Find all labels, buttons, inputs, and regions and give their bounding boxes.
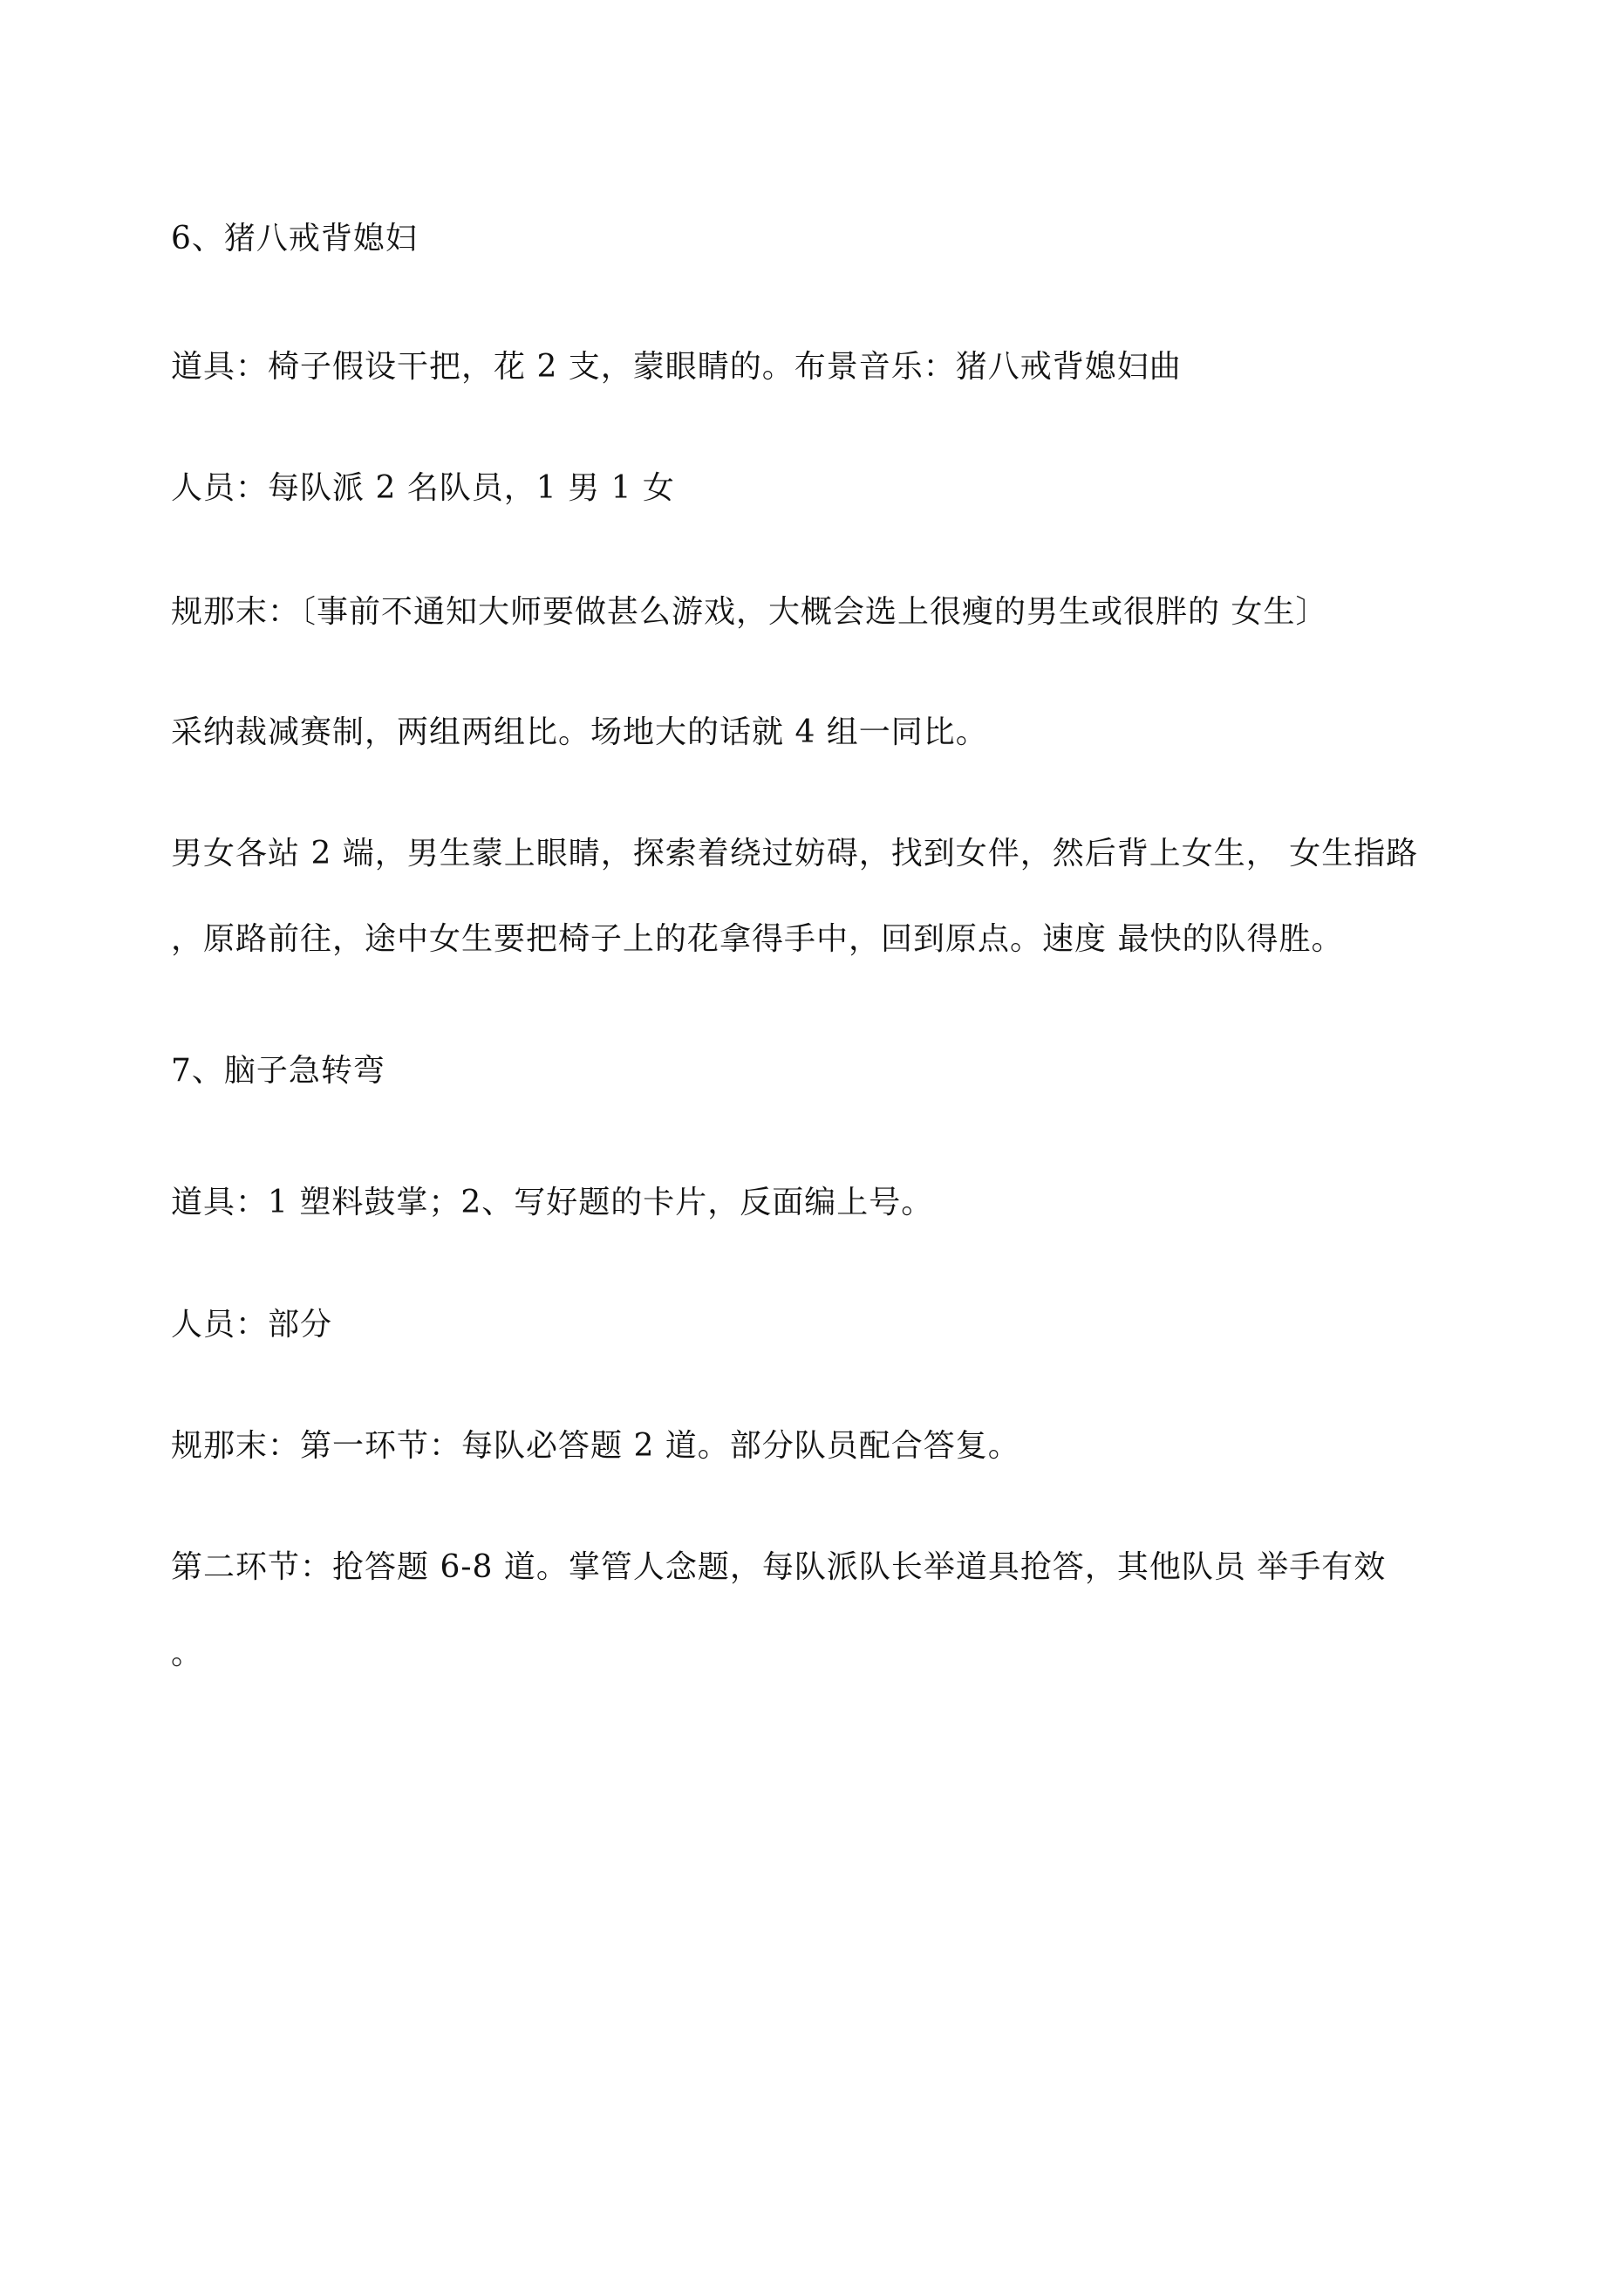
props-line: 道具：椅子假设干把，花 2 支，蒙眼睛的。布景音乐：猪八戒背媳妇曲 [171,349,1182,385]
section-heading-6: 6、猪八戒背媳妇 [171,221,418,256]
procedure-line-1: 男女各站 2 端，男生蒙上眼睛，探索着绕过妨碍，找到女伴，然后背上女生， 女生指路 [171,836,1419,871]
round-two-line: 第二环节：抢答题 6-8 道。掌管人念题，每队派队长举道具抢答，其他队员 举手有效 [171,1549,1387,1585]
round-two-line-end: 。 [171,1636,204,1671]
section-heading-7: 7、脑子急转弯 [171,1053,385,1089]
personnel-line-7: 人员：部分 [171,1307,333,1343]
props-line-7: 道具：1 塑料鼓掌；2、写好题的卡片，反面编上号。 [171,1185,934,1220]
procedure-line-2: ，原路前往，途中女生要把椅子上的花拿得手中，回到原点。速度 最快的队得胜。 [171,921,1344,957]
personnel-line: 人员：每队派 2 名队员，1 男 1 女 [171,470,675,506]
rules-line: 规那末：〔事前不通知大师要做甚么游戏，大概会选上很瘦的男生或很胖的 女生〕 [171,594,1328,630]
rules-line-7: 规那末：第一环节：每队必答题 2 道。部分队员配合答复。 [171,1428,1020,1464]
format-line: 采纳裁减赛制，两组两组比。场地大的话就 4 组一同比。 [171,714,988,750]
